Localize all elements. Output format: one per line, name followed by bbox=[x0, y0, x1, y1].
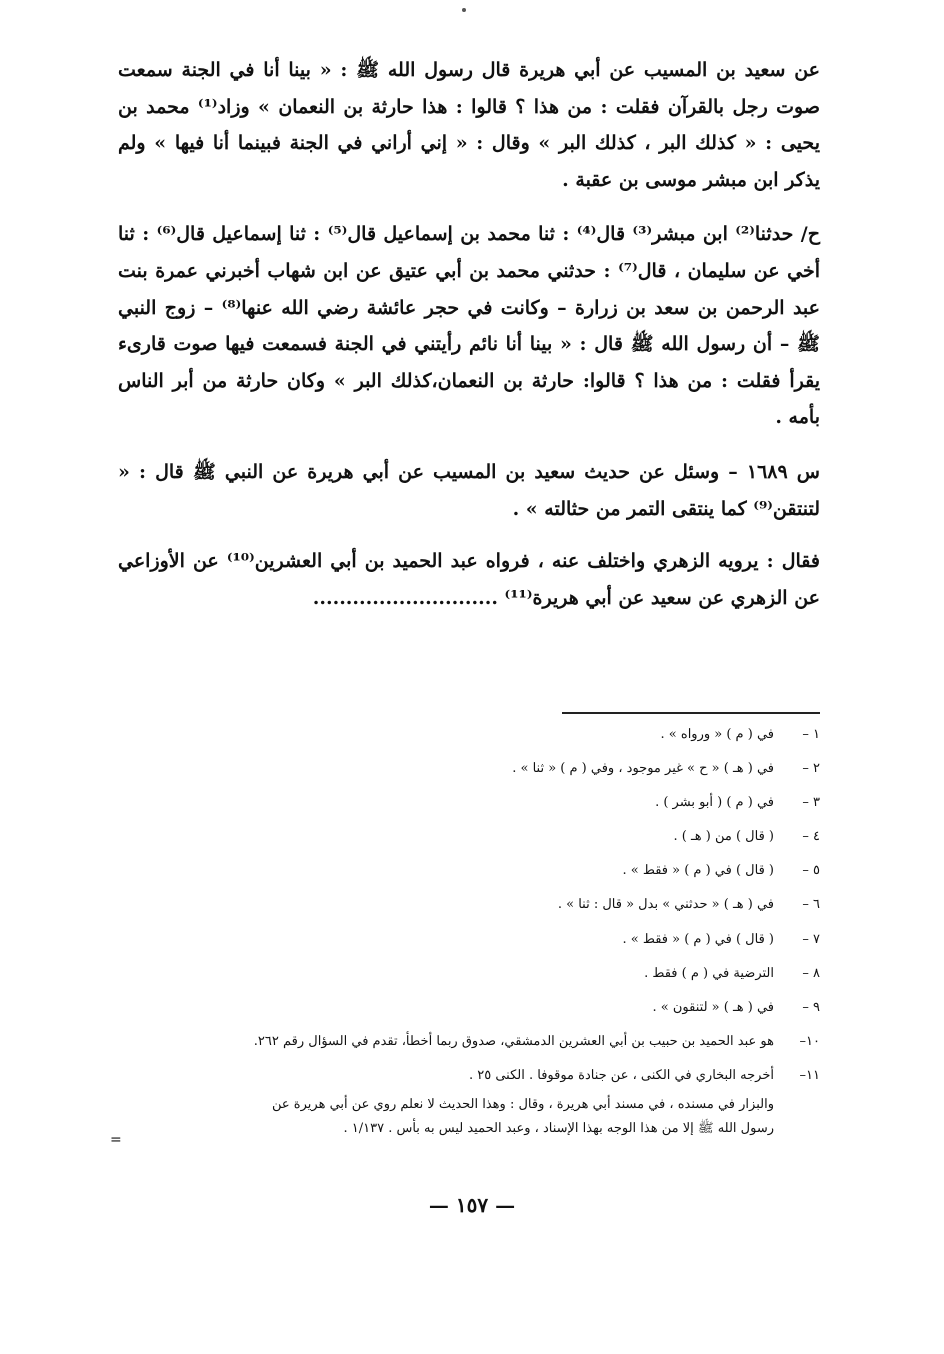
footnote-text: هو عبد الحميد بن حبيب بن أبي العشرين الدمشقي، صدوق ربما أخطأ، تقدم في السؤال رقم ٢٦٢. bbox=[253, 1033, 774, 1049]
page-number: — ١٥٧ — bbox=[428, 1193, 516, 1217]
footnote-continuation-line: والبزار في مسنده ، في مسند أبي هريرة ، وقال : وهذا الحديث لا نعلم روي عن أبي هريرة عن bbox=[272, 1097, 774, 1113]
footnote bbox=[118, 1059, 820, 1093]
footnote-number: ٩ – bbox=[802, 999, 820, 1015]
footnote-number: ١ – bbox=[802, 727, 820, 742]
footnote-number: ٨ – bbox=[802, 965, 820, 981]
footnote-continuation-line: رسول الله ﷺ إلا من هذا الوجه بهذا الإسناد ، وعبد الحميد ليس به بأس . ١/١٣٧ . bbox=[343, 1121, 774, 1137]
footnote-text: في ( هـ ) « ح » غير موجود ، وفي ( م ) « ثنا » . bbox=[512, 761, 774, 777]
paragraph-hadith-1: عن سعيد بن المسيب عن أبي هريرة قال رسول الله ﷺ : « بينا أنا في الجنة سمعت صوت رجل بالقرآن فقلت : من هذا ؟ قالوا : هذا حارثة بن النعمان » وزاد⁽¹⁾ محمد بن يحيى : « كذلك البر ، كذلك البر » وقال : « إني أراني في الجنة فبينما أنا فيها » ولم يذكر ابن مبشر موسى بن عقبة . bbox=[118, 59, 820, 191]
footnote bbox=[118, 854, 820, 888]
footnote bbox=[118, 1025, 820, 1059]
footnote bbox=[118, 923, 820, 957]
footnote-text: في ( هـ ) « حدثني » بدل « قال : ثنا » . bbox=[557, 897, 774, 913]
footnote-number: ١٠– bbox=[799, 1033, 820, 1049]
footnote-text: في ( هـ ) « لتنقون » . bbox=[652, 999, 774, 1015]
footnote-number: ٥ – bbox=[802, 863, 820, 879]
footnote-number: ٦ – bbox=[802, 897, 820, 913]
footnote-text: الترضية في ( م ) فقط . bbox=[644, 965, 774, 981]
footnotes bbox=[118, 718, 820, 1141]
continued-mark: = bbox=[110, 1132, 122, 1148]
paragraph-question-1689: س ١٦٨٩ – وسئل عن حديث سعيد بن المسيب عن أبي هريرة عن النبي ﷺ قال : « لتنتقن⁽⁹⁾ كما ينتقى التمر من حثالته » . bbox=[118, 460, 820, 520]
main-text bbox=[118, 52, 820, 616]
footnote-number: ٣ – bbox=[802, 795, 820, 811]
footnote bbox=[118, 786, 820, 820]
paragraph-answer: فقال : يرويه الزهري واختلف عنه ، فرواه عبد الحميد بن أبي العشرين⁽¹⁰⁾ عن الأوزاعي عن الزهري عن سعيد عن أبي هريرة⁽¹¹⁾ ............................ bbox=[118, 550, 820, 609]
paragraph-hadith-2: ح/ حدثنا⁽²⁾ ابن مبشر⁽³⁾ قال⁽⁴⁾ : ثنا محمد بن إسماعيل قال⁽⁵⁾ : ثنا إسماعيل قال⁽⁶⁾ : ثنا أخي عن سليمان ، قال⁽⁷⁾ : حدثني محمد بن أبي عتيق عن ابن شهاب أخبرني عمرة بنت عبد الرحمن بن سعد بن زرارة – وكانت في حجر عائشة رضي الله عنها⁽⁸⁾ – زوج النبي ﷺ – أن رسول الله ﷺ قال : « بينا أنا نائم رأيتني في الجنة فسمعت فيها صوت قارىء يقرأ فقلت : من هذا ؟ قالوا: حارثة بن النعمان،كذلك البر » وكان حارثة من أبر الناس بأمه . bbox=[118, 223, 821, 429]
footnote bbox=[118, 991, 820, 1025]
footnote bbox=[118, 957, 820, 991]
footnote-text: أخرجه البخاري في الكنى ، عن جنادة موقوفا . الكنى ٢٥ . bbox=[468, 1067, 774, 1083]
footnote-text: في ( م ) ( أبو بشر ) . bbox=[655, 795, 774, 811]
footnote-text: ( قال ) في ( م ) « فقط » . bbox=[622, 931, 774, 947]
footnote-number: ٧ – bbox=[802, 931, 820, 947]
footnote bbox=[118, 752, 820, 786]
footnote-text: في ( م ) « ورواه » . bbox=[660, 727, 774, 742]
footnote-number: ٢ – bbox=[802, 761, 820, 777]
footnote-number: ١١– bbox=[799, 1067, 820, 1083]
footnote-separator bbox=[562, 712, 820, 714]
footnote-number: ٤ – bbox=[802, 829, 820, 845]
footnote bbox=[118, 820, 820, 854]
footnote-text: ( قال ) من ( هـ ) . bbox=[673, 829, 774, 845]
footnote bbox=[118, 718, 820, 752]
footnote-text: ( قال ) في ( م ) « فقط » . bbox=[622, 863, 774, 879]
scan-dot bbox=[462, 8, 466, 12]
footnote bbox=[118, 888, 820, 922]
